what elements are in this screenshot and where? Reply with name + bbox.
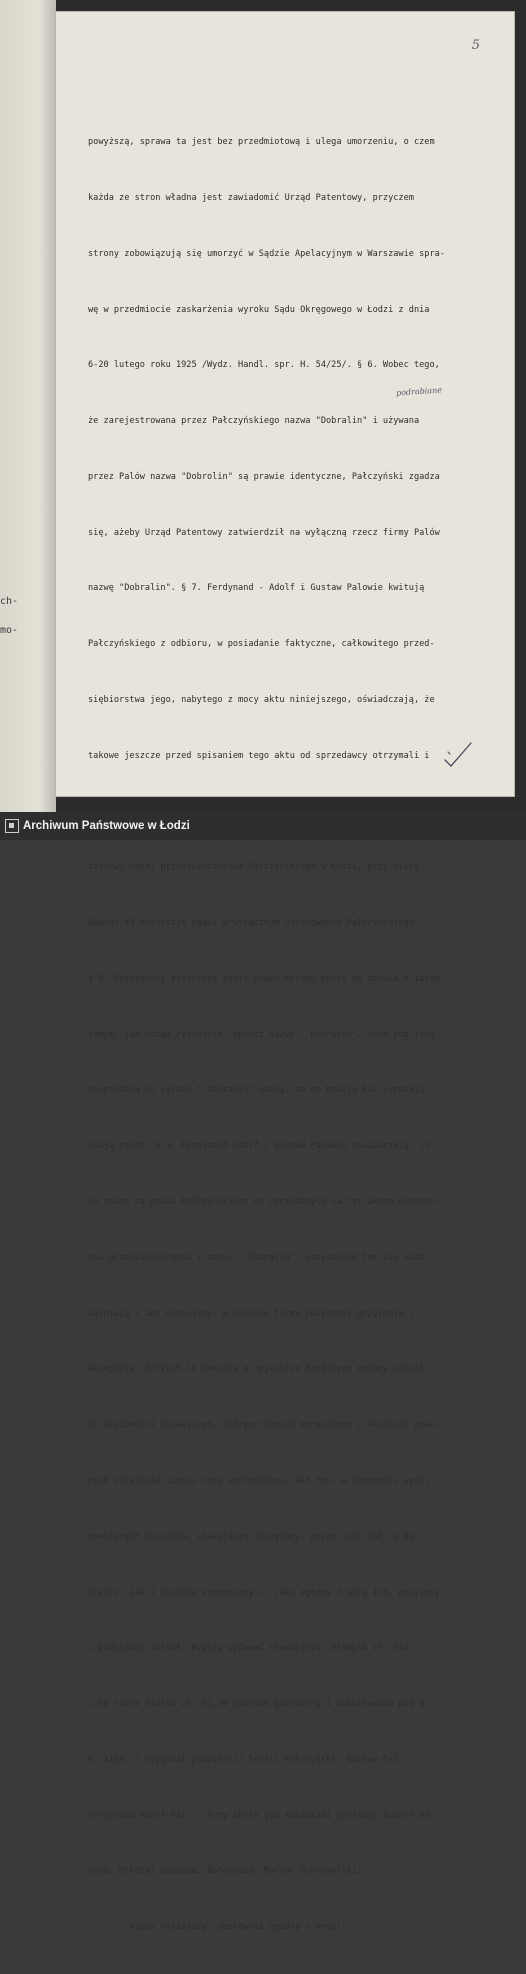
- archive-name: Archiwum Państwowe w Łodzi: [23, 820, 190, 832]
- text-line: przez Palów nazwa "Dobrolin" są prawie identyczne, Pałczyński zgadza: [88, 471, 440, 482]
- text-line: § 8. Pałczyński zastrzega sobie prawo wyrobu pasty do obuwia z takim: [88, 973, 440, 984]
- text-line: i podpisany został. Wypisy wydawać stawającym. Stempla zł. 311: [88, 1643, 409, 1654]
- text-line: walniają i akt niniejszy, w imieniu firmy powyższej przyjmują i: [88, 1308, 414, 1319]
- document-body: [88, 96, 490, 1974]
- text-line: im znane są prawa Pałczyńskiego do sprzedanych za tym aktem urządze-: [88, 1197, 440, 1208]
- text-line: nych zatajenia części ceny sprzedażnej. Akt ten, w obecności wyżej: [88, 1475, 430, 1486]
- text-line: czasowy lokal przedsiębiorstwa Pałczyńskiego w Łodzi, przy ulicy: [88, 862, 420, 873]
- handwritten-annotation: podrabiane: [395, 385, 443, 398]
- text-line: do wiadomości stawającym, którym również oznajmiono o skutkach praw-: [88, 1420, 440, 1431]
- text-line: strony zobowiązują się umorzyć w Sądzie Apelacyjnym w Warszawie spra-: [88, 248, 445, 259]
- margin-fragment: ch-: [0, 596, 19, 607]
- text-line: powyższą, sprawa ta jest bez przedmiotową i ulega umorzeniu, o czem: [88, 137, 435, 148]
- page-number: 5: [471, 38, 480, 53]
- text-line: Ferdynand Adolf Pal. - Przy akcie tym świadkami byliśmy: Rudolf Ha-: [88, 1810, 435, 1821]
- archive-footer: [0, 812, 526, 840]
- text-line: niepodobną do wyrazu " Dobralin" nazwą, na co bracia Pal wyrażają: [88, 1085, 425, 1096]
- text-line: nisz. Mikołaj Gwianda. Notarjusz: Marjan Dobrowolski.: [88, 1866, 363, 1877]
- text-line: siębiorstwa jego, nabytego z mocy aktu niniejszego, oświadczają, że: [88, 695, 435, 705]
- text-line: wę w przedmiocie zaskarżenia wyroku Sądu Okręgowego w Łodzi z dnia: [88, 304, 430, 315]
- archive-logo-icon: [5, 819, 19, 833]
- handwritten-checkmark-icon: [441, 740, 475, 768]
- previous-page-edge: [0, 0, 56, 812]
- text-line: Wypis niniejszy, dosłownie zgodny z orygi-: [88, 1922, 347, 1933]
- text-line: swoją zgodę. § 9. Ferdynand Adolf i Gustaw Palowie oświadczają, iż: [88, 1141, 430, 1152]
- text-line: R. 1128. / Oryginał podpisali/ Teofil Pałczyński. Gustaw Pal. -: [88, 1754, 414, 1765]
- text-line: nia przedsiębiorstwa i nazwy " Dobralin", wszystkiem tem się zada-: [88, 1252, 430, 1263]
- text-line: nazwę "Dobralin". § 7. Ferdynand - Adolf i Gustaw Palowie kwitują: [88, 583, 425, 594]
- text-line: 6-20 lutego roku 1925 /Wydz. Handl. spr. H. 54/25/. § 6. Wobec tego,: [88, 360, 440, 371]
- text-line: samym, jak dotąd rysunkiem, oprócz nazwy " Dobralin", lecz pod inną: [88, 1029, 435, 1040]
- margin-fragment: mo-: [0, 625, 19, 636]
- text-line: takowe jeszcze przed spisaniem tego aktu od sprzedawcy otrzymali i: [88, 750, 430, 761]
- text-line: że zarejestrowana przez Pałczyńskiego nazwa "Dobralin" i używana: [88, 416, 420, 427]
- text-line: się, ażeby Urząd Patentowy zatwierdził na wyłączną rzecz firmy Palów: [88, 527, 440, 538]
- text-line: każda ze stron władna jest zawiadomić Urząd Patentowy, przyczem: [88, 192, 414, 203]
- text-line: powołanych świadków, stawającym odczytany, przez nich tak co do: [88, 1531, 414, 1542]
- text-line: akceptują. Artykuł 14 dekretu o rejestrze handlowym podany został: [88, 1364, 425, 1375]
- text-line: Nawrot 43 pozostaje nadal w wyłącznym użytkowaniu Pałczyńskiego.: [88, 918, 420, 929]
- text-line: i na rzecz miasta zł. 31,10 pobrano gotowizną i zakwitowano pod N.: [88, 1699, 430, 1710]
- text-line: Pałczyńskiego z odbioru, w posiadanie faktyczne, całkowitego przed-: [88, 639, 435, 650]
- text-line: treści, jak i skutków zrozumiany i, jako zgodny z wolą ich, przyjęty: [88, 1587, 440, 1598]
